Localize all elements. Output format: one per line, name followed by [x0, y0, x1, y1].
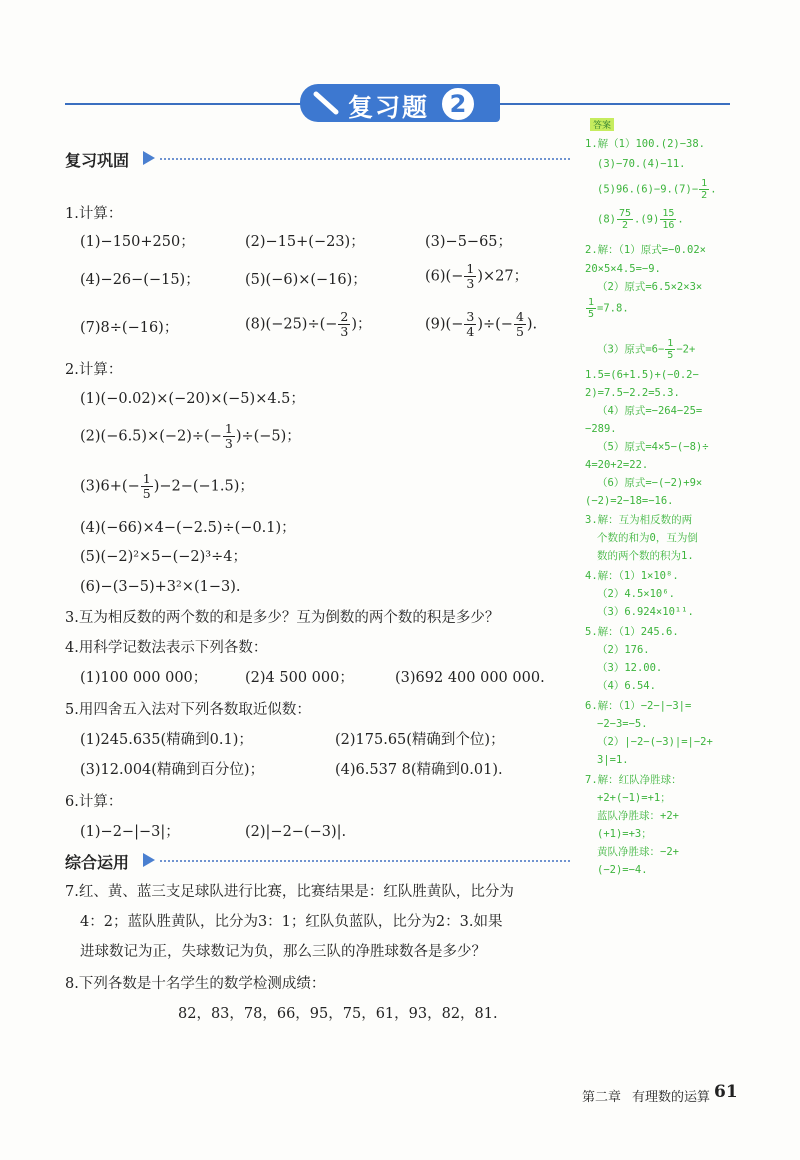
chapter-number-badge: 2	[440, 86, 476, 122]
q8-stem: 8.下列各数是十名学生的数学检测成绩：	[65, 976, 326, 992]
answer-line: 2)=7.5−2.2=5.3.	[585, 387, 680, 399]
q6-item-2: (2)|−2−(−3)|.	[245, 824, 347, 840]
pen-icon	[312, 88, 342, 118]
answer-line: 4.解：（1）1×10⁸.	[585, 570, 679, 582]
header-rule-right	[495, 103, 730, 105]
q6-item-1: (1)−2−|−3|；	[80, 824, 180, 840]
answer-line: （2）4.5×10⁶.	[597, 588, 675, 600]
q1-item-9: (9)(− $\frac{3}{4}$ )÷(− $\frac{4}{5}$ ).	[425, 309, 538, 339]
q8-scores: 82，83，78，66，95，75，61，93，82，81.	[178, 1006, 498, 1022]
answer-line: （6）原式=−(−2)+9×	[597, 477, 703, 489]
q1-item-6: (6)(− $\frac{1}{3}$ )×27；	[425, 261, 529, 291]
answer-line: （3）6.924×10¹¹.	[597, 606, 694, 618]
answer-line: 4=20+2=22.	[585, 459, 649, 471]
q7-line-1: 7.红、黄、蓝三支足球队进行比赛，比赛结果是：红队胜黄队，比分为	[65, 884, 514, 900]
q7-line-2: 4：2；蓝队胜黄队，比分为3：1；红队负蓝队，比分为2：3.如果	[80, 914, 503, 930]
answer-line: 个数的和为0，互为倒	[597, 532, 698, 544]
q2-line-6: (6)−(3−5)+3²×(1−3).	[80, 579, 241, 595]
answer-line: （4）原式=−264−25=	[597, 405, 703, 417]
answer-line: 2.解：（1）原式=−0.02×	[585, 244, 706, 256]
q6-stem: 6.计算：	[65, 794, 123, 810]
q1-item-2: (2)−15+(−23)；	[245, 234, 365, 250]
answer-line: （4）6.54.	[597, 680, 656, 692]
answer-line: +2+(−1)=+1；	[597, 792, 671, 804]
answer-line: （2）原式=6.5×2×3×	[597, 281, 703, 293]
answer-line: （2）176.	[597, 644, 650, 656]
q4-item-3: (3)692 400 000 000.	[395, 670, 545, 686]
answer-line: 3|=1.	[597, 754, 629, 766]
answer-line: （5）原式=4×5−(−8)÷	[597, 441, 709, 453]
answer-line: (3)−70.(4)−11.	[597, 158, 686, 170]
q4-item-1: (1)100 000 000；	[80, 670, 208, 686]
answer-line: （3）12.00.	[597, 662, 663, 674]
q2-line-1: (1)(−0.02)×(−20)×(−5)×4.5；	[80, 391, 305, 407]
answer-line: 5.解：（1）245.6.	[585, 626, 679, 638]
answer-header: 答案	[590, 118, 614, 131]
footer-chapter: 第二章	[582, 1090, 622, 1105]
q5-stem: 5.用四舍五入法对下列各数取近似数：	[65, 702, 311, 718]
q3-text: 3.互为相反数的两个数的和是多少？互为倒数的两个数的积是多少？	[65, 610, 500, 626]
q1-item-3: (3)−5−65；	[425, 234, 513, 250]
q2-line-4: (4)(−66)×4−(−2.5)÷(−0.1)；	[80, 520, 296, 536]
q5-item-1: (1)245.635(精确到0.1)；	[80, 732, 253, 748]
q2-stem: 2.计算：	[65, 362, 123, 378]
q2-line-5: (5)(−2)²×5−(−2)³÷4；	[80, 549, 247, 565]
q4-item-2: (2)4 500 000；	[245, 670, 354, 686]
q5-item-2: (2)175.65(精确到个位)；	[335, 732, 505, 748]
answer-line: 3.解：互为相反数的两	[585, 514, 693, 526]
section-divider	[160, 860, 570, 862]
answer-line: (+1)=+3；	[597, 828, 652, 840]
section-divider	[160, 158, 570, 160]
section-arrow-icon	[143, 151, 155, 165]
page-title: 复习题	[348, 93, 430, 122]
answer-line: 1.解（1）100.(2)−38.	[585, 138, 706, 150]
answer-line: −289.	[585, 423, 617, 435]
q2-line-2: (2)(−6.5)×(−2)÷(− $\frac{1}{3}$ )÷(−5)；	[80, 421, 301, 451]
section-arrow-icon	[143, 853, 155, 867]
answer-line: 黄队净胜球：−2+	[597, 846, 679, 858]
answer-line: 蓝队净胜球：+2+	[597, 810, 679, 822]
q1-item-8: (8)(−25)÷(− $\frac{2}{3}$ )；	[245, 309, 372, 339]
page-number: 61	[714, 1082, 738, 1102]
header-rule-left	[65, 103, 305, 105]
q1-item-5: (5)(−6)×(−16)；	[245, 272, 367, 288]
q1-item-7: (7)8÷(−16)；	[80, 320, 179, 336]
q2-line-3: (3)6+(− $\frac{1}{5}$ )−2−(−1.5)；	[80, 471, 254, 501]
answer-line: (5)96.(6)−9.(7)− $\frac{1}{2}$ .	[597, 178, 717, 201]
answer-line: (−2)=2−18=−16.	[585, 495, 674, 507]
q1-item-4: (4)−26−(−15)；	[80, 272, 200, 288]
answer-line: (−2)=−4.	[597, 864, 648, 876]
section-review-heading: 复习巩固	[65, 151, 130, 170]
answer-line: 6.解：（1）−2−|−3|=	[585, 700, 692, 712]
answer-line: $\frac{1}{5}$ =7.8.	[588, 297, 629, 320]
q7-line-3: 进球数记为正，失球数记为负，那么三队的净胜球数各是多少？	[80, 944, 486, 960]
answer-line: 20×5×4.5=−9.	[585, 263, 661, 275]
answer-line: −2−3=−5.	[597, 718, 648, 730]
q4-stem: 4.用科学记数法表示下列各数：	[65, 640, 268, 656]
answer-line: 7.解：红队净胜球：	[585, 774, 682, 786]
answer-line: (8) $\frac{75}{2}$ .(9) $\frac{15}{16}$ .	[597, 208, 684, 231]
answer-line: 1.5=(6+1.5)+(−0.2−	[585, 369, 699, 381]
section-integrated-heading: 综合运用	[65, 853, 130, 872]
q5-item-3: (3)12.004(精确到百分位)；	[80, 762, 265, 778]
q5-item-4: (4)6.537 8(精确到0.01).	[335, 762, 503, 778]
q1-stem: 1.计算：	[65, 206, 123, 222]
answer-line: （3）原式=6− $\frac{1}{5}$ −2+	[597, 338, 696, 361]
answer-line: （2）|−2−(−3)|=|−2+	[597, 736, 713, 748]
q1-item-1: (1)−150+250；	[80, 234, 195, 250]
answer-line: 数的两个数的积为1.	[597, 550, 694, 562]
footer-title: 有理数的运算	[632, 1090, 711, 1105]
